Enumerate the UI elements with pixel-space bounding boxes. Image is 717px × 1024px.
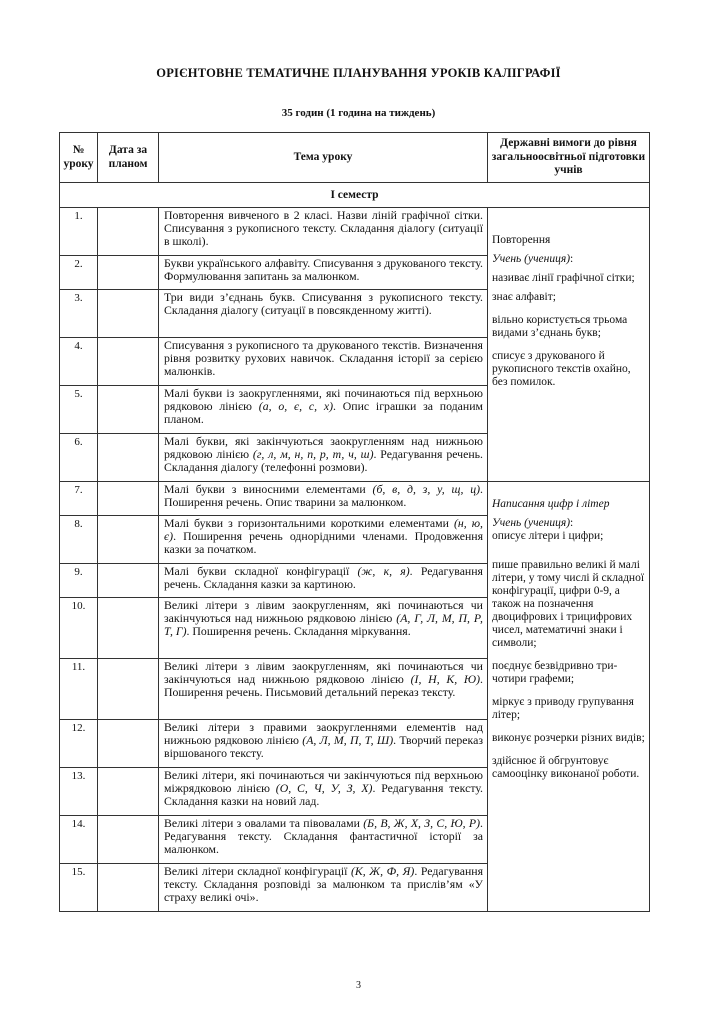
row-num: 15. [60, 864, 98, 912]
row-topic: Три види з’єднань букв. Списування з рукописного тексту. Складання діалогу (ситуації в повсякденному житті). [159, 290, 488, 338]
row-num: 6. [60, 434, 98, 482]
row-topic: Малі букви з горизонтальними короткими елементами (н, ю, є). Поширення речень однорідними членами. Продовження казки за початком. [159, 516, 488, 564]
row-date [98, 516, 159, 564]
row-num: 12. [60, 720, 98, 768]
row-num: 7. [60, 482, 98, 516]
header-date: Дата за планом [98, 133, 159, 183]
req-item: описує літери і цифри; [492, 530, 604, 542]
row-topic: Малі букви із заокругленнями, які починаються під верхньою рядковою лінією (а, о, є, с, х). Опис іграшки за поданим планом. [159, 386, 488, 434]
row-num: 2. [60, 256, 98, 290]
row-topic: Списування з рукописного та друкованого текстів. Визначення рівня розвитку рухових навичок. Складання історії за серією малюнків. [159, 338, 488, 386]
row-topic: Великі літери складної конфігурації (К, Ж, Ф, Я). Редагування тексту. Складання розповіді за малюнком та прислів’ям «У страху великі очі». [159, 864, 488, 912]
row-num: 1. [60, 208, 98, 256]
req-item: виконує розчерки різних видів; [492, 732, 645, 744]
row-date [98, 720, 159, 768]
row-topic: Великі літери з лівим заокругленням, які починаються чи закінчуються над нижньою рядковою лінією (І, Н, К, Ю). Поширення речень. Письмовий детальний переказ тексту. [159, 659, 488, 720]
header-num: № уроку [60, 133, 98, 183]
row-topic: Повторення вивченого в 2 класі. Назви ліній графічної сітки. Списування з рукописного тексту. Складання діалогу (ситуації в школі). [159, 208, 488, 256]
row-num: 4. [60, 338, 98, 386]
row-date [98, 598, 159, 659]
row-topic: Великі літери з правими заокругленнями елементів над нижньою рядковою лінією (А, Л, М, П, Т, Ш). Творчий переказ віршованого тексту. [159, 720, 488, 768]
requirements-block-repetition: Повторення Учень (учениця): називає лінії графічної сітки; знає алфавіт; вільно користується трьома видами з’єднань букв; списує з друкованого й рукописного текстів охайно, без помилок. [488, 208, 650, 482]
row-topic: Букви українського алфавіту. Списування з друкованого тексту. Формулювання запитань за малюнком. [159, 256, 488, 290]
req-item: здійснює й обгрунтовує самооцінку виконаної роботи. [492, 755, 640, 780]
req-item: списує з друкованого й рукописного текстів охайно, без помилок. [492, 350, 631, 388]
row-num: 5. [60, 386, 98, 434]
req-item: пише правильно великі й малі літери, у тому числі й складної конфігурації, цифри 0-9, а також на позначення двоцифрових і трицифрових чисел, математичні знаки і символи; [492, 559, 645, 649]
req-item: поєднує безвідривно три-чотири графеми; [492, 660, 618, 685]
row-date [98, 768, 159, 816]
row-num: 8. [60, 516, 98, 564]
row-date [98, 564, 159, 598]
row-date [98, 659, 159, 720]
row-num: 14. [60, 816, 98, 864]
req-item: вільно користується трьома видами з’єднань букв; [492, 314, 628, 339]
row-date [98, 208, 159, 256]
row-date [98, 338, 159, 386]
semester-label: І семестр [60, 183, 650, 208]
row-date [98, 816, 159, 864]
lesson-plan-table [59, 132, 650, 912]
row-date [98, 864, 159, 912]
req-student: Учень (учениця) [492, 517, 571, 529]
row-topic: Малі букви складної конфігурації (ж, к, я). Редагування речень. Складання казки за картиною. [159, 564, 488, 598]
req-student: Учень (учениця) [492, 253, 571, 265]
req-heading: Повторення [492, 234, 551, 246]
table-row [60, 208, 650, 256]
row-num: 10. [60, 598, 98, 659]
req-item: міркує з приводу групування літер; [492, 696, 634, 721]
table-row [60, 482, 650, 516]
row-num: 11. [60, 659, 98, 720]
row-topic: Великі літери, які починаються чи закінчуються під верхньою міжрядковою лінією (О, С, Ч, У, З, Х). Редагування тексту. Складання казки на новий лад. [159, 768, 488, 816]
row-date [98, 290, 159, 338]
row-topic: Великі літери з лівим заокругленням, які починаються чи закінчуються над нижньою рядковою лінією (А, Г, Л, М, П, Р, Т, Г). Поширення речень. Складання міркування. [159, 598, 488, 659]
row-date [98, 434, 159, 482]
page-title: ОРІЄНТОВНЕ ТЕМАТИЧНЕ ПЛАНУВАННЯ УРОКІВ КАЛІГРАФІЇ [156, 66, 561, 80]
row-date [98, 386, 159, 434]
req-heading: Написання цифр і літер [492, 498, 610, 510]
row-num: 3. [60, 290, 98, 338]
page-subtitle: 35 годин (1 година на тиждень) [281, 107, 436, 119]
header-requirements: Державні вимоги до рівня загальноосвітньої підготовки учнів [488, 133, 650, 183]
row-num: 9. [60, 564, 98, 598]
row-topic: Великі літери з овалами та півовалами (Б, В, Ж, Х, З, С, Ю, Р). Редагування тексту. Складання фантастичної історії за малюнком. [159, 816, 488, 864]
row-topic: Малі букви з виносними елементами (б, в, д, з, у, щ, ц). Поширення речень. Опис тварини за малюнком. [159, 482, 488, 516]
row-topic: Малі букви, які закінчуються заокругленням над нижньою рядковою лінією (г, л, м, н, п, р, т, ч, ш). Редагування речень. Складання діалогу (телефонні розмови). [159, 434, 488, 482]
req-item: знає алфавіт; [492, 291, 556, 303]
requirements-block-writing: Написання цифр і літер Учень (учениця): описує літери і цифри; пише правильно великі й малі літери, у тому числі й складної конфігурації, цифри 0-9, а також на позначення двоцифрових і трицифрових чисел, математичні знаки і символи; поєднує безвідривно три-чотири графеми; міркує з приводу групування літер; виконує розчерки різних видів; здійснює й обгрунтовує самооцінку виконаної роботи. [488, 482, 650, 912]
row-num: 13. [60, 768, 98, 816]
header-topic: Тема уроку [159, 133, 488, 183]
req-item: називає лінії графічної сітки; [492, 272, 635, 284]
row-date [98, 256, 159, 290]
row-date [98, 482, 159, 516]
page-number: 3 [356, 980, 361, 991]
